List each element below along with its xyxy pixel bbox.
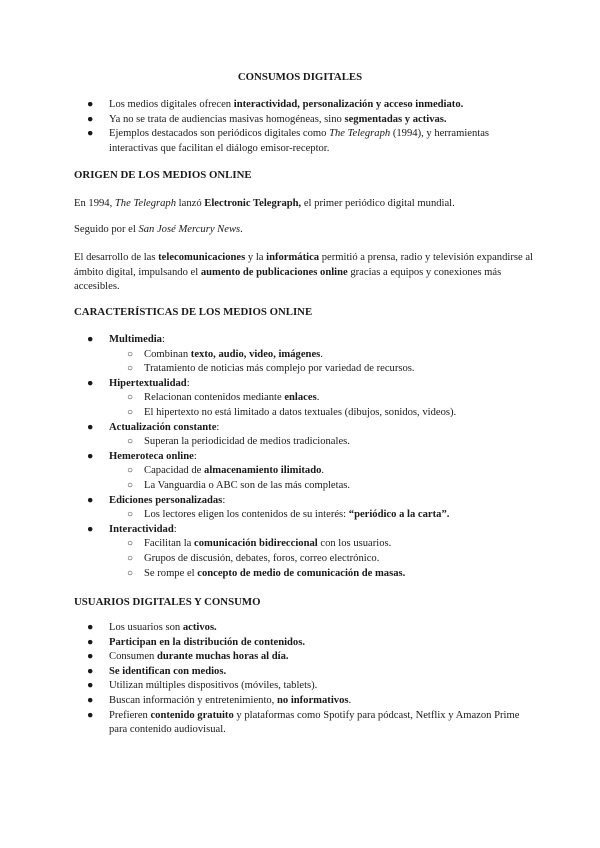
text-run: segmentadas y activas. [344,113,447,125]
text-run: . [321,465,325,477]
bullet-icon: ○ [127,567,134,579]
text-run: En 1994, [74,198,115,209]
sub-list-item [74,552,534,567]
text-run: permitió a prensa, radio y televisión expandirse al ámbito digital, impulsando el [74,252,533,278]
bullet-icon: ○ [127,509,134,521]
bullet-icon: ○ [127,392,134,404]
text-run: “periódico a la carta”. [348,509,450,521]
sub-list-item [74,508,534,523]
list-item [74,709,534,738]
text-run: Grupos de discusión, debates, foros, correo electrónico. [144,552,380,564]
bullet-icon: ○ [127,538,134,550]
paragraph-origen-2 [74,223,534,238]
bullet-icon: ● [87,377,94,389]
bullet-icon: ● [87,128,94,140]
list-item: ● Ediciones personalizadas: [74,494,534,509]
text-run: Los lectores eligen los contenidos de su interés: [144,509,349,521]
text-run: . [316,392,320,404]
list-item: ● Hemeroteca online: [74,450,534,465]
bullet-icon: ● [87,450,94,462]
text-run: y plataformas como Spotify para pódcast, Netflix y Amazon Prime para contenido audiovisual. [109,709,520,736]
text-run: lanzó [176,198,205,209]
text-run: Tratamiento de noticias más complejo por variedad de recursos. [144,363,415,375]
text-run: no informativos [276,694,349,706]
document-title: CONSUMOS DIGITALES [237,71,363,83]
text-run: El hipertexto no está limitado a datos textuales (dibujos, sonidos, videos). [144,406,457,418]
text-run: Capacidad de [144,465,205,477]
text-run: San José Mercury News [138,224,241,235]
bullet-icon: ○ [127,363,134,375]
text-run: Utilizan múltiples dispositivos (móviles, tablets). [109,680,318,692]
text-run: comunicación bidireccional [194,538,318,550]
text-run: The Telegraph [329,128,391,140]
text-run: Se rompe el [144,567,198,579]
list-item [74,694,534,709]
list-item [74,113,534,128]
list-item [74,621,534,636]
list-item: ● Hipertextualidad: [74,377,534,392]
bullet-icon: ● [87,494,94,506]
text-run: Ejemplos destacados son periódicos digitales como [109,128,330,140]
text-run: . [320,348,323,360]
bullet-icon: ○ [127,552,134,564]
sub-list-item [74,435,534,450]
bullet-icon: ● [87,99,94,110]
text-run: concepto de medio de comunicación de masas. [197,567,406,579]
text-run: telecomunicaciones [158,252,246,263]
bullet-icon: ● [87,636,94,648]
text-run: Ya no se trata de audiencias masivas homogéneas, sino [109,113,345,125]
list-item [74,650,534,665]
text-run: el primer periódico digital mundial. [301,198,455,209]
list-item: ● Interactividad: [74,523,534,538]
bullet-icon: ○ [127,436,134,448]
text-run: . [240,224,243,235]
text-run: contenido gratuito [150,709,234,721]
feature-label: Interactividad [109,523,174,535]
text-run: Combinan [144,348,191,360]
bullet-icon: ○ [127,465,134,477]
feature-label: Hipertextualidad [109,377,187,389]
list-item: ● Multimedia: [74,333,534,348]
text-run: The Telegraph [114,198,177,209]
bullet-icon: ● [87,523,94,535]
section-heading-caracteristicas: CARACTERÍSTICAS DE LOS MEDIOS ONLINE [74,306,313,318]
list-item [74,127,534,156]
bullet-icon: ○ [127,348,134,360]
text-run: Buscan información y entretenimiento, [109,694,277,706]
text-run: aumento de publicaciones online [200,266,348,278]
bullet-icon: ● [87,709,94,721]
text-run: activos. [182,622,217,633]
feature-label: Multimedia [109,334,162,345]
list-item [74,679,534,694]
list-item [74,98,534,113]
text-run: Participan en la distribución de contenidos. [109,636,305,648]
bullet-icon: ● [87,694,94,706]
bullet-icon: ● [87,113,94,125]
text-run: Se identifican con medios. [109,665,227,677]
text-run: . [348,694,352,706]
list-item: ● Actualización constante: [74,421,534,436]
text-run: Prefieren [109,709,151,721]
sub-list-item [74,567,534,582]
sub-list-item [74,348,534,363]
text-run: (1994), y herramientas interactivas que facilitan el diálogo emisor-receptor. [109,128,490,154]
text-run: informática [266,252,320,263]
sub-list-item [74,362,534,377]
text-run: Relacionan contenidos mediante [144,392,285,404]
paragraph-origen-3 [74,251,534,295]
text-run: almacenamiento ilimitado [204,465,322,477]
text-run: Los medios digitales ofrecen [109,99,234,110]
bullet-icon: ○ [127,406,134,418]
text-run: interactividad, personalización y acceso inmediato. [233,99,464,110]
text-run: Superan la periodicidad de medios tradicionales. [144,436,350,448]
sub-list-item [74,406,534,421]
text-run: Seguido por el [74,224,139,235]
text-run: Electronic Telegraph, [204,198,302,209]
text-run: texto, audio, video, imágenes [190,348,321,360]
text-run: con los usuarios. [317,538,392,550]
paragraph-origen-1 [74,197,534,212]
section-heading-origen: ORIGEN DE LOS MEDIOS ONLINE [74,169,252,181]
text-run: Facilitan la [144,538,195,550]
list-item [74,665,534,680]
bullet-icon: ○ [127,479,134,491]
sub-list-item [74,479,534,494]
sub-list-item [74,391,534,406]
intro-list [74,98,534,156]
text-run: gracias a equipos y conexiones más accesibles. [74,266,502,293]
text-run: El desarrollo de las [74,252,159,263]
bullet-icon: ● [87,334,94,345]
text-run: y la [245,252,267,263]
usuarios-list [74,621,534,738]
section-heading-usuarios: USUARIOS DIGITALES Y CONSUMO [74,596,261,608]
bullet-icon: ● [87,651,94,663]
text-run: enlaces [284,392,317,404]
sub-list-item [74,537,534,552]
sub-list-item [74,464,534,479]
text-run: durante muchas horas al día. [156,651,289,663]
bullet-icon: ● [87,622,94,633]
feature-label: Ediciones personalizadas [109,494,223,506]
text-run: Los usuarios son [109,622,183,633]
feature-label: Hemeroteca online [109,450,194,462]
text-run: Consumen [109,651,157,663]
text-run: La Vanguardia o ABC son de las más completas. [144,479,351,491]
bullet-icon: ● [87,680,94,692]
list-item [74,636,534,651]
caracteristicas-list [74,333,534,581]
bullet-icon: ● [87,665,94,677]
bullet-icon: ● [87,421,94,433]
feature-label: Actualización constante [109,421,217,433]
